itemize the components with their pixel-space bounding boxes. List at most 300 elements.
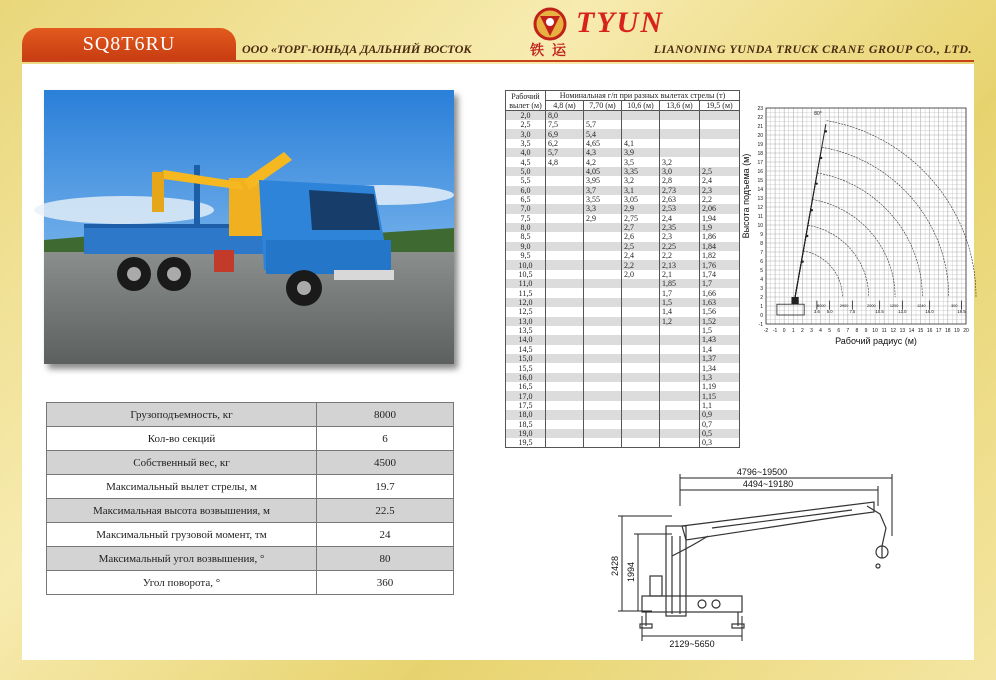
load-cell bbox=[546, 354, 584, 363]
load-cell: 4,05 bbox=[584, 167, 622, 176]
load-cell: 2,6 bbox=[622, 232, 660, 241]
radius-cell: 8,0 bbox=[506, 223, 546, 232]
load-cell bbox=[546, 382, 584, 391]
boom-length-column-header: 10,6 (м) bbox=[622, 101, 660, 111]
spec-table bbox=[46, 402, 454, 595]
radius-cell: 7,5 bbox=[506, 214, 546, 223]
radius-cell: 8,5 bbox=[506, 232, 546, 241]
load-cell: 1,4 bbox=[700, 345, 740, 354]
spec-value: 80 bbox=[317, 547, 454, 571]
spec-row bbox=[47, 451, 454, 475]
y-tick-label: 1 bbox=[760, 303, 763, 310]
x-tick-label: 1 bbox=[791, 328, 795, 334]
x-tick-label: 19 bbox=[954, 328, 960, 334]
y-tick-label: 0 bbox=[760, 312, 763, 319]
radius-cell: 13,0 bbox=[506, 317, 546, 326]
overall-length-label: 4796~19500 bbox=[736, 467, 788, 477]
radius-cell: 9,5 bbox=[506, 251, 546, 260]
base-span-label: 2129~5650 bbox=[669, 639, 715, 649]
load-row bbox=[506, 251, 740, 260]
load-cell bbox=[584, 373, 622, 382]
y-tick-label: 12 bbox=[757, 204, 763, 211]
spec-row bbox=[47, 523, 454, 547]
radius-cell: 14,5 bbox=[506, 345, 546, 354]
load-cell: 7,5 bbox=[546, 120, 584, 129]
load-row bbox=[506, 129, 740, 138]
load-cell bbox=[546, 279, 584, 288]
load-cell: 1,7 bbox=[660, 288, 700, 297]
load-cell bbox=[660, 148, 700, 157]
load-cell: 2,2 bbox=[700, 195, 740, 204]
load-row bbox=[506, 270, 740, 279]
load-cell: 2,0 bbox=[622, 270, 660, 279]
spec-label: Максимальная высота возвышения, м bbox=[47, 499, 317, 523]
radius-cell: 13,5 bbox=[506, 326, 546, 335]
load-cell: 1,85 bbox=[660, 279, 700, 288]
load-cell: 1,4 bbox=[660, 307, 700, 316]
load-cell bbox=[660, 335, 700, 344]
spec-label: Максимальный грузовой момент, тм bbox=[47, 523, 317, 547]
load-cell bbox=[546, 410, 584, 419]
radius-cell: 2,5 bbox=[506, 120, 546, 129]
load-cell: 4,2 bbox=[584, 157, 622, 166]
x-tick-label: 17 bbox=[935, 328, 942, 334]
radius-label: 7.5 bbox=[849, 309, 856, 315]
load-cell: 3,1 bbox=[622, 186, 660, 195]
load-cell: 1,74 bbox=[700, 270, 740, 279]
load-cell: 1,37 bbox=[700, 354, 740, 363]
radius-cell: 6,0 bbox=[506, 186, 546, 195]
boom-length-label: 4494~19180 bbox=[742, 479, 794, 489]
crane-pillar bbox=[791, 297, 798, 304]
load-cell bbox=[660, 391, 700, 400]
spec-row bbox=[47, 475, 454, 499]
radius-cell: 19,0 bbox=[506, 429, 546, 438]
load-cell: 3,3 bbox=[584, 204, 622, 213]
boom-angle-label: 80° bbox=[814, 111, 822, 118]
load-cell: 1,76 bbox=[700, 260, 740, 269]
load-cell bbox=[584, 270, 622, 279]
load-cell bbox=[546, 373, 584, 382]
radius-cell: 16,5 bbox=[506, 382, 546, 391]
radius-label: 5.0 bbox=[826, 309, 833, 315]
load-chart-table bbox=[505, 90, 740, 448]
load-cell: 2,25 bbox=[660, 242, 700, 251]
load-cell bbox=[700, 120, 740, 129]
load-cell bbox=[700, 139, 740, 148]
load-row bbox=[506, 223, 740, 232]
radius-cell: 2,0 bbox=[506, 111, 546, 121]
x-tick-label: 13 bbox=[899, 328, 906, 334]
load-cell bbox=[622, 391, 660, 400]
y-tick-label: 23 bbox=[757, 105, 763, 112]
radius-label: 16.0 bbox=[925, 309, 934, 315]
radius-cell: 9,0 bbox=[506, 242, 546, 251]
load-row bbox=[506, 157, 740, 166]
load-cell: 2,9 bbox=[622, 204, 660, 213]
x-tick-label: 10 bbox=[872, 328, 878, 334]
load-cell bbox=[622, 410, 660, 419]
load-cell bbox=[546, 186, 584, 195]
load-cell: 2,2 bbox=[622, 260, 660, 269]
load-cell bbox=[584, 401, 622, 410]
load-cell: 0,9 bbox=[700, 410, 740, 419]
radius-cell: 3,0 bbox=[506, 129, 546, 138]
spec-row bbox=[47, 547, 454, 571]
load-cell: 2,9 bbox=[584, 214, 622, 223]
load-cell bbox=[546, 363, 584, 372]
boom-line bbox=[795, 124, 826, 297]
x-tick-label: -1 bbox=[772, 328, 778, 334]
load-cell: 4,65 bbox=[584, 139, 622, 148]
y-tick-label: 19 bbox=[757, 141, 763, 148]
y-tick-label: 9 bbox=[760, 231, 763, 238]
radius-cell: 15,0 bbox=[506, 354, 546, 363]
load-cell bbox=[622, 401, 660, 410]
x-tick-label: 15 bbox=[917, 328, 924, 334]
radius-cell: 18,0 bbox=[506, 410, 546, 419]
load-row bbox=[506, 438, 740, 448]
spec-label: Грузоподъемность, кг bbox=[47, 403, 317, 427]
x-tick-label: 14 bbox=[908, 328, 915, 334]
load-cell bbox=[622, 345, 660, 354]
radius-cell: 10,0 bbox=[506, 260, 546, 269]
load-cell: 3,55 bbox=[584, 195, 622, 204]
load-cell bbox=[546, 391, 584, 400]
x-tick-label: 8 bbox=[855, 328, 859, 334]
radius-cell: 3,5 bbox=[506, 139, 546, 148]
load-row bbox=[506, 186, 740, 195]
load-cell: 3,5 bbox=[622, 157, 660, 166]
load-row bbox=[506, 410, 740, 419]
boom-length-column-header: 13,6 (м) bbox=[660, 101, 700, 111]
load-cell: 3,2 bbox=[622, 176, 660, 185]
load-cell bbox=[584, 298, 622, 307]
load-cell: 1,94 bbox=[700, 214, 740, 223]
working-range-arc bbox=[803, 251, 842, 297]
load-row bbox=[506, 204, 740, 213]
load-cell: 2,75 bbox=[622, 214, 660, 223]
load-cell: 1,34 bbox=[700, 363, 740, 372]
load-row bbox=[506, 167, 740, 176]
radius-cell: 17,0 bbox=[506, 391, 546, 400]
radius-cell: 7,0 bbox=[506, 204, 546, 213]
spec-row bbox=[47, 499, 454, 523]
load-cell: 2,63 bbox=[660, 195, 700, 204]
load-row bbox=[506, 382, 740, 391]
load-row bbox=[506, 298, 740, 307]
model-title: SQ8T6RU bbox=[22, 28, 236, 60]
load-cell bbox=[546, 307, 584, 316]
load-cell: 0,3 bbox=[700, 438, 740, 448]
load-cell bbox=[622, 307, 660, 316]
radius-cell: 4,0 bbox=[506, 148, 546, 157]
load-cell bbox=[584, 260, 622, 269]
boom-length-column-header: 4,8 (м) bbox=[546, 101, 584, 111]
load-cell: 2,8 bbox=[660, 176, 700, 185]
radius-cell: 5,5 bbox=[506, 176, 546, 185]
load-cell bbox=[700, 129, 740, 138]
load-cell: 3,35 bbox=[622, 167, 660, 176]
load-cell bbox=[622, 382, 660, 391]
working-range-chart bbox=[740, 100, 972, 350]
load-cell bbox=[584, 354, 622, 363]
radius-cell: 19,5 bbox=[506, 438, 546, 448]
radius-cell: 15,5 bbox=[506, 363, 546, 372]
load-cell bbox=[546, 270, 584, 279]
load-cell: 1,5 bbox=[660, 298, 700, 307]
hook-marker bbox=[825, 130, 827, 132]
load-cell bbox=[584, 242, 622, 251]
radius-label: 10.5 bbox=[875, 309, 884, 315]
spec-label: Собственный вес, кг bbox=[47, 451, 317, 475]
load-cell: 2,4 bbox=[622, 251, 660, 260]
load-row bbox=[506, 260, 740, 269]
y-axis-label: Высота подъема (м) bbox=[741, 153, 751, 239]
load-cell: 1,5 bbox=[700, 326, 740, 335]
logo-brand: TYUN bbox=[576, 6, 664, 39]
load-cell bbox=[622, 420, 660, 429]
y-tick-label: 21 bbox=[757, 123, 763, 130]
y-tick-label: 4 bbox=[760, 276, 763, 283]
x-tick-label: 16 bbox=[926, 328, 933, 334]
load-cell: 1,56 bbox=[700, 307, 740, 316]
x-tick-label: 7 bbox=[846, 328, 850, 334]
load-cell: 3,2 bbox=[660, 157, 700, 166]
logo-chinese: 铁运 bbox=[530, 44, 574, 59]
load-cell: 2,06 bbox=[700, 204, 740, 213]
y-tick-label: 17 bbox=[757, 159, 763, 166]
load-cell bbox=[622, 429, 660, 438]
load-row bbox=[506, 391, 740, 400]
load-cell: 1,52 bbox=[700, 317, 740, 326]
y-tick-label: 13 bbox=[757, 195, 763, 202]
radius-cell: 18,5 bbox=[506, 420, 546, 429]
load-cell bbox=[660, 401, 700, 410]
rated-load-header: Номинальная г/п при разных вылетах стрелы (т) bbox=[546, 91, 740, 101]
load-row bbox=[506, 214, 740, 223]
load-cell bbox=[584, 317, 622, 326]
load-row bbox=[506, 111, 740, 121]
load-cell bbox=[622, 354, 660, 363]
spec-label: Кол-во секций bbox=[47, 427, 317, 451]
load-row bbox=[506, 148, 740, 157]
load-row bbox=[506, 420, 740, 429]
load-cell: 2,4 bbox=[660, 214, 700, 223]
load-cell bbox=[660, 438, 700, 448]
load-cell: 2,5 bbox=[700, 167, 740, 176]
load-cell: 2,53 bbox=[660, 204, 700, 213]
load-cell bbox=[584, 307, 622, 316]
y-tick-label: 6 bbox=[760, 258, 763, 265]
load-cell: 2,1 bbox=[660, 270, 700, 279]
load-cell bbox=[546, 195, 584, 204]
load-cell: 1,43 bbox=[700, 335, 740, 344]
radius-cell: 5,0 bbox=[506, 167, 546, 176]
y-tick-label: 16 bbox=[757, 168, 763, 175]
load-cell bbox=[546, 401, 584, 410]
load-cell: 6,9 bbox=[546, 129, 584, 138]
spec-value: 8000 bbox=[317, 403, 454, 427]
spec-value: 24 bbox=[317, 523, 454, 547]
load-cell bbox=[700, 148, 740, 157]
load-cell: 1,66 bbox=[700, 288, 740, 297]
load-cell: 2,13 bbox=[660, 260, 700, 269]
y-tick-label: 10 bbox=[757, 222, 763, 229]
radius-cell: 6,5 bbox=[506, 195, 546, 204]
load-cell bbox=[584, 335, 622, 344]
boom-length-column-header: 19,5 (м) bbox=[700, 101, 740, 111]
load-cell bbox=[584, 363, 622, 372]
load-cell: 1,63 bbox=[700, 298, 740, 307]
x-tick-label: 0 bbox=[782, 328, 786, 334]
spec-label: Максимальный вылет стрелы, м bbox=[47, 475, 317, 499]
load-cell bbox=[660, 139, 700, 148]
load-cell bbox=[584, 420, 622, 429]
load-row bbox=[506, 326, 740, 335]
radius-cell: 10,5 bbox=[506, 270, 546, 279]
load-cell: 3,05 bbox=[622, 195, 660, 204]
x-tick-label: 2 bbox=[800, 328, 804, 334]
load-label: 8000 bbox=[817, 303, 826, 308]
load-cell bbox=[660, 326, 700, 335]
load-cell: 1,9 bbox=[700, 223, 740, 232]
pillar-height-label: 1994 bbox=[626, 561, 636, 583]
load-cell bbox=[546, 176, 584, 185]
load-cell bbox=[660, 410, 700, 419]
y-tick-label: 7 bbox=[760, 249, 763, 256]
x-axis-label: Рабочий радиус (м) bbox=[835, 336, 917, 346]
spec-row bbox=[47, 571, 454, 595]
load-cell bbox=[546, 223, 584, 232]
x-tick-label: 11 bbox=[881, 328, 887, 334]
x-tick-label: 9 bbox=[864, 328, 868, 334]
load-row bbox=[506, 139, 740, 148]
load-cell bbox=[660, 354, 700, 363]
load-cell bbox=[622, 279, 660, 288]
load-cell: 3,7 bbox=[584, 186, 622, 195]
load-cell bbox=[584, 279, 622, 288]
load-cell bbox=[660, 111, 700, 121]
load-cell: 5,7 bbox=[546, 148, 584, 157]
load-cell: 2,2 bbox=[660, 251, 700, 260]
y-tick-label: 5 bbox=[760, 267, 763, 274]
load-cell: 1,84 bbox=[700, 242, 740, 251]
load-row bbox=[506, 120, 740, 129]
load-label: 2000 bbox=[867, 303, 876, 308]
load-cell bbox=[660, 429, 700, 438]
radius-cell: 17,5 bbox=[506, 401, 546, 410]
radius-cell: 11,5 bbox=[506, 288, 546, 297]
load-cell: 1,3 bbox=[700, 373, 740, 382]
load-cell bbox=[622, 298, 660, 307]
company-name-ru: ООО «ТОРГ-ЮНЬДА ДАЛЬНИЙ ВОСТОК bbox=[242, 42, 472, 56]
load-cell: 1,15 bbox=[700, 391, 740, 400]
x-tick-label: 6 bbox=[837, 328, 841, 334]
load-cell bbox=[546, 429, 584, 438]
load-cell bbox=[660, 120, 700, 129]
load-row bbox=[506, 345, 740, 354]
spec-value: 6 bbox=[317, 427, 454, 451]
load-cell: 8,0 bbox=[546, 111, 584, 121]
y-tick-label: 2 bbox=[760, 294, 763, 301]
load-cell bbox=[622, 129, 660, 138]
load-cell bbox=[584, 326, 622, 335]
spec-value: 19.7 bbox=[317, 475, 454, 499]
load-cell: 1,1 bbox=[700, 401, 740, 410]
load-cell: 1,19 bbox=[700, 382, 740, 391]
load-cell bbox=[546, 298, 584, 307]
truck-photo bbox=[44, 90, 454, 364]
load-cell bbox=[622, 317, 660, 326]
spec-label: Максимальный угол возвышения, ° bbox=[47, 547, 317, 571]
y-tick-label: 15 bbox=[757, 177, 763, 184]
x-tick-label: -2 bbox=[763, 328, 769, 334]
load-cell: 3,0 bbox=[660, 167, 700, 176]
load-cell: 2,7 bbox=[622, 223, 660, 232]
company-name-en: LIANONING YUNDA TRUCK CRANE GROUP CO., LTD. bbox=[653, 42, 972, 56]
y-tick-label: 18 bbox=[757, 150, 763, 157]
load-cell: 0,5 bbox=[700, 429, 740, 438]
load-cell bbox=[584, 391, 622, 400]
load-cell bbox=[546, 204, 584, 213]
load-cell: 3,95 bbox=[584, 176, 622, 185]
spec-value: 4500 bbox=[317, 451, 454, 475]
load-label: 300 bbox=[951, 303, 958, 308]
load-cell: 1,82 bbox=[700, 251, 740, 260]
y-tick-label: 14 bbox=[757, 186, 763, 193]
working-range-arc bbox=[827, 121, 976, 297]
x-tick-label: 20 bbox=[963, 328, 969, 334]
load-cell bbox=[546, 288, 584, 297]
load-cell bbox=[622, 373, 660, 382]
y-tick-label: 22 bbox=[757, 114, 763, 121]
load-cell bbox=[622, 326, 660, 335]
header-divider bbox=[22, 60, 974, 62]
boom-length-column-header: 7,70 (м) bbox=[584, 101, 622, 111]
load-cell: 6,2 bbox=[546, 139, 584, 148]
load-cell: 2,3 bbox=[660, 232, 700, 241]
load-row bbox=[506, 373, 740, 382]
load-cell bbox=[584, 410, 622, 419]
load-cell bbox=[546, 326, 584, 335]
load-cell bbox=[660, 420, 700, 429]
load-cell bbox=[584, 345, 622, 354]
load-row bbox=[506, 317, 740, 326]
load-cell bbox=[660, 363, 700, 372]
load-row bbox=[506, 242, 740, 251]
load-row bbox=[506, 363, 740, 372]
load-cell bbox=[546, 167, 584, 176]
load-cell: 1,86 bbox=[700, 232, 740, 241]
radius-cell: 12,5 bbox=[506, 307, 546, 316]
load-cell bbox=[660, 382, 700, 391]
x-tick-label: 4 bbox=[819, 328, 822, 334]
load-row bbox=[506, 195, 740, 204]
dimension-drawing bbox=[612, 466, 902, 650]
load-cell: 2,73 bbox=[660, 186, 700, 195]
load-cell bbox=[546, 214, 584, 223]
load-cell: 2,4 bbox=[700, 176, 740, 185]
load-cell: 1,7 bbox=[700, 279, 740, 288]
load-cell bbox=[584, 223, 622, 232]
load-cell bbox=[546, 420, 584, 429]
load-label: 2900 bbox=[839, 303, 849, 308]
load-cell bbox=[622, 111, 660, 121]
load-cell: 1,2 bbox=[660, 317, 700, 326]
working-range-arc bbox=[812, 200, 895, 298]
load-label: 1200 bbox=[889, 303, 899, 308]
